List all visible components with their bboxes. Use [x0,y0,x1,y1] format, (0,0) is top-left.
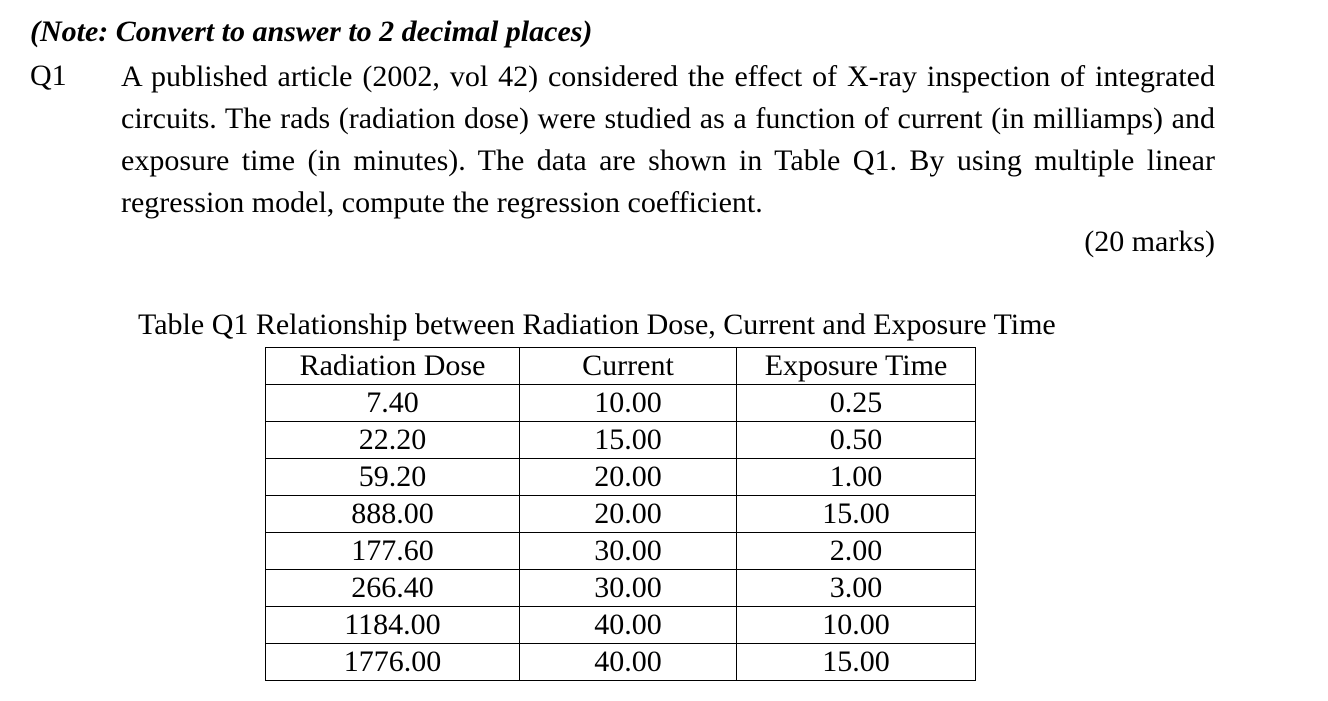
cell-radiation-dose: 1776.00 [266,644,520,681]
cell-current: 20.00 [520,459,737,496]
table-row [266,385,976,422]
cell-exposure-time: 0.50 [737,422,976,459]
table-row [266,607,976,644]
table-row [266,459,976,496]
cell-current: 40.00 [520,644,737,681]
cell-exposure-time: 2.00 [737,533,976,570]
cell-exposure-time: 15.00 [737,644,976,681]
cell-radiation-dose: 177.60 [266,533,520,570]
question-marks: (20 marks) [1084,225,1215,258]
table-caption: Table Q1 Relationship between Radiation Dose, Current and Exposure Time [138,308,1056,341]
cell-exposure-time: 10.00 [737,607,976,644]
cell-radiation-dose: 22.20 [266,422,520,459]
table-header-row [266,348,976,385]
data-table [265,347,976,681]
cell-radiation-dose: 7.40 [266,385,520,422]
cell-radiation-dose: 1184.00 [266,607,520,644]
header-current: Current [520,348,737,385]
cell-current: 30.00 [520,533,737,570]
header-exposure-time: Exposure Time [737,348,976,385]
cell-current: 10.00 [520,385,737,422]
cell-current: 30.00 [520,570,737,607]
cell-current: 20.00 [520,496,737,533]
table-row [266,533,976,570]
cell-current: 40.00 [520,607,737,644]
table-row [266,644,976,681]
question-number: Q1 [30,59,67,92]
table-row [266,496,976,533]
table-row [266,422,976,459]
cell-exposure-time: 3.00 [737,570,976,607]
cell-radiation-dose: 266.40 [266,570,520,607]
cell-exposure-time: 1.00 [737,459,976,496]
header-radiation-dose: Radiation Dose [266,348,520,385]
cell-radiation-dose: 888.00 [266,496,520,533]
cell-exposure-time: 15.00 [737,496,976,533]
cell-current: 15.00 [520,422,737,459]
note-instruction: (Note: Convert to answer to 2 decimal places) [30,15,593,48]
question-text: A published article (2002, vol 42) considered the effect of X-ray inspection of integrated circuits. The rads (radiation dose) were studied as a function of current (in milliamps) and exposure time (in minutes). The data are shown in Table Q1. By using multiple linear regression model, compute the regression coefficient. [121,60,1215,219]
cell-exposure-time: 0.25 [737,385,976,422]
table-row [266,570,976,607]
cell-radiation-dose: 59.20 [266,459,520,496]
